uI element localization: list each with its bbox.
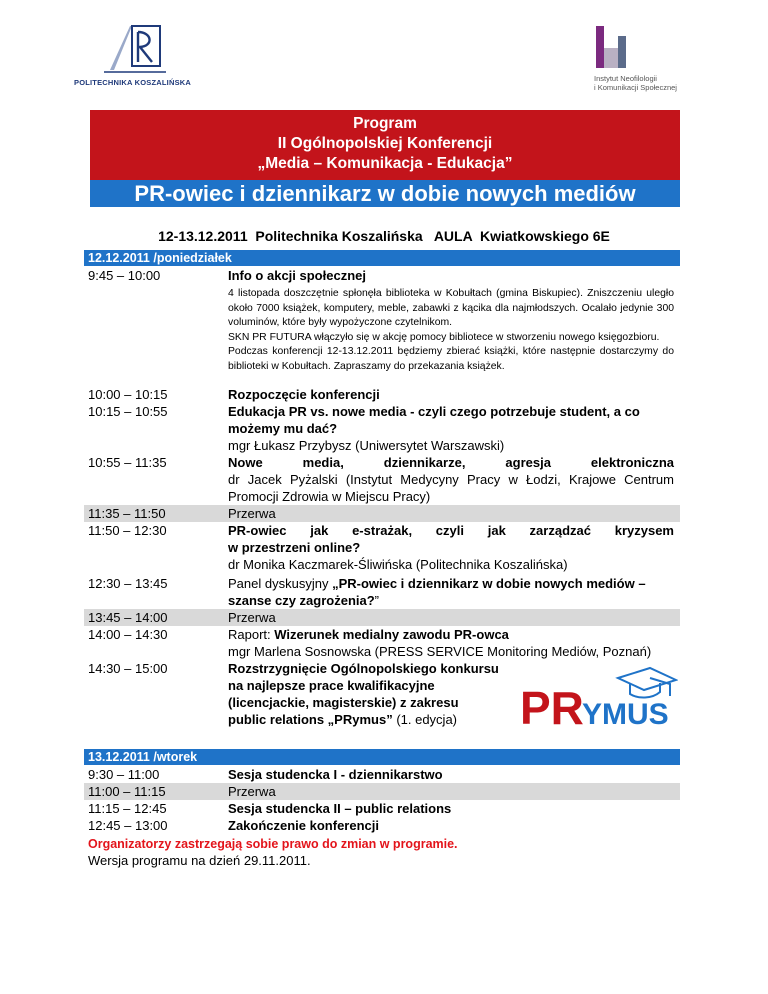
session-time: 10:00 – 10:15: [88, 387, 168, 402]
institute-logo: [582, 22, 692, 102]
session-time: 10:15 – 10:55: [88, 404, 168, 419]
session-speaker: dr Monika Kaczmarek-Śliwińska (Politechnika Koszalińska): [228, 557, 568, 572]
session-title: [228, 626, 674, 643]
logo-right-caption-line2: i Komunikacji Społecznej: [594, 83, 677, 92]
session-title: w przestrzeni online?: [228, 540, 361, 555]
session-description: [228, 287, 674, 374]
politechnika-logo: [70, 20, 210, 90]
session-title: Przerwa: [228, 610, 276, 625]
session-speaker: Promocji Zdrowia w Miejscu Pracy): [228, 489, 431, 504]
session-time: 9:45 – 10:00: [88, 268, 161, 283]
report-title: Wizerunek medialny zawodu PR-owca: [274, 627, 509, 642]
session-speaker: mgr Łukasz Przybysz (Uniwersytet Warszawski): [228, 438, 505, 453]
session-time: 11:00 – 11:15: [88, 784, 166, 799]
prymus-small-text: YMUS: [582, 698, 669, 728]
session-time: 11:50 – 12:30: [88, 523, 167, 538]
session-title: Edukacja PR vs. nowe media - czyli czego potrzebuje student, a co: [228, 404, 640, 419]
session-title: Info o akcji społecznej: [228, 268, 366, 283]
session-time: 9:30 – 11:00: [88, 767, 160, 782]
session-title: możemy mu dać?: [228, 421, 338, 436]
banner-line-program: Program: [353, 115, 417, 132]
contest-line: Rozstrzygnięcie Ogólnopolskiego konkursu: [228, 661, 499, 676]
contest-line: (licencjackie, magisterskie) z zakresu: [228, 695, 459, 710]
graduation-cap-icon: [618, 668, 676, 698]
program-banner: [90, 110, 680, 180]
session-time: 14:30 – 15:00: [88, 661, 168, 676]
session-time: 13:45 – 14:00: [88, 610, 168, 625]
panel-title: „PR-owiec i dziennikarz w dobie nowych mediów –: [332, 576, 646, 591]
session-time: 10:55 – 11:35: [88, 455, 167, 470]
session-title: [228, 592, 674, 609]
politechnika-emblem-icon: [102, 20, 174, 76]
session-title: Nowe media, dziennikarze, agresja elektroniczna: [228, 455, 674, 470]
session-title: Zakończenie konferencji: [228, 818, 379, 833]
session-time: 11:35 – 11:50: [88, 506, 166, 521]
contest-name: public relations „PRymus”: [228, 712, 393, 727]
prymus-big-text: PR: [520, 682, 584, 728]
panel-prefix: Panel dyskusyjny: [228, 576, 333, 591]
session-time: 12:30 – 13:45: [88, 576, 168, 591]
subtitle-banner: PR-owiec i dziennikarz w dobie nowych mediów: [90, 180, 680, 207]
session-time: 14:00 – 14:30: [88, 627, 168, 642]
banner-line-title: „Media – Komunikacja - Edukacja”: [257, 155, 513, 172]
session-time: 12:45 – 13:00: [88, 818, 168, 833]
session-title: [228, 575, 674, 592]
prymus-logo: [518, 666, 678, 728]
program-version: Wersja programu na dzień 29.11.2011.: [88, 853, 311, 868]
session-title: Przerwa: [228, 784, 276, 799]
panel-suffix: ”: [374, 593, 380, 608]
changes-note: Organizatorzy zastrzegają sobie prawo do zmian w programie.: [88, 837, 458, 851]
session-time: 11:15 – 12:45: [88, 801, 167, 816]
banner-line-conference: II Ogólnopolskiej Konferencji: [277, 135, 493, 152]
panel-title-cont: szanse czy zagrożenia?: [228, 593, 375, 608]
session-speaker: dr Jacek Pyżalski (Instytut Medycyny Pracy w Łodzi, Krajowe Centrum: [228, 472, 674, 487]
event-info: 12-13.12.2011 Politechnika Koszalińska AULA Kwiatkowskiego 6E: [158, 228, 610, 244]
logo-right-caption-line1: Instytut Neofilologii: [594, 74, 657, 83]
logo-left-caption: POLITECHNIKA KOSZALIŃSKA: [74, 78, 192, 87]
report-prefix: Raport:: [228, 627, 275, 642]
session-title: Sesja studencka II – public relations: [228, 801, 452, 816]
description-paragraph: Podczas konferencji 12-13.12.2011 będziemy zbierać książki, które następnie dostarczymy do biblioteki w Kobułtach. Zapraszamy do przekazania książek.: [228, 346, 674, 372]
session-title: PR-owiec jak e-strażak, czyli jak zarządzać kryzysem: [228, 523, 674, 538]
day1-header: 12.12.2011 /poniedziałek: [84, 250, 680, 266]
description-paragraph: SKN PR FUTURA włączyło się w akcję pomocy bibliotece w stworzeniu nowego księgozbioru.: [228, 331, 660, 343]
contest-line: na najlepsze prace kwalifikacyjne: [228, 678, 435, 693]
institute-emblem-icon: [594, 22, 634, 72]
session-title: Rozpoczęcie konferencji: [228, 387, 380, 402]
session-speaker: mgr Marlena Sosnowska (PRESS SERVICE Monitoring Mediów, Poznań): [228, 644, 652, 659]
logo-right-caption: [594, 74, 677, 92]
day2-header: 13.12.2011 /wtorek: [84, 749, 680, 765]
session-title: Przerwa: [228, 506, 276, 521]
session-title: Sesja studencka I - dziennikarstwo: [228, 767, 443, 782]
description-paragraph: 4 listopada doszczętnie spłonęła biblioteka w Kobułtach (gmina Biskupiec). Zniszczeniu uległo około 7000 książek, komputery, meble, zabawki z kącika dla najmłodszych. Ocalało jedynie 300 voluminów, które były wypożyczone czytelnikom.: [228, 288, 674, 328]
contest-edition: (1. edycja): [392, 712, 458, 727]
